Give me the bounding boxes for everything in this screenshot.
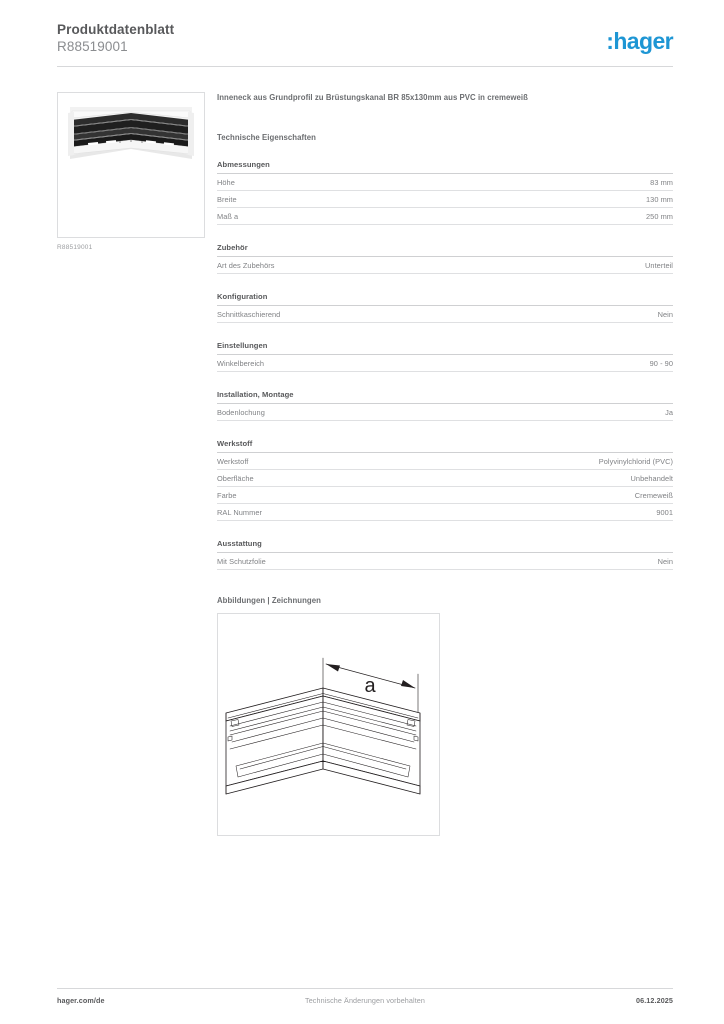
spec-label: Bodenlochung (217, 407, 265, 417)
product-figure (57, 92, 205, 251)
technical-drawing-frame (217, 613, 440, 836)
spec-content (217, 92, 673, 836)
drawings-heading: Abbildungen | Zeichnungen (217, 596, 321, 605)
product-reference: R88519001 (57, 39, 128, 54)
page-title: Produktdatenblatt (57, 22, 175, 37)
spec-label: Höhe (217, 177, 235, 187)
spec-label: Werkstoff (217, 456, 249, 466)
spec-row (217, 404, 673, 421)
spec-value: Nein (657, 556, 673, 566)
spec-group (217, 160, 673, 225)
spec-value: Polyvinylchlorid (PVC) (598, 456, 673, 466)
spec-value: 83 mm (650, 177, 673, 187)
spec-label: Farbe (217, 490, 237, 500)
spec-group-title: Werkstoff (217, 439, 673, 453)
spec-label: Schnittkaschierend (217, 309, 281, 319)
spec-group (217, 243, 673, 274)
spec-value: Unterteil (645, 260, 673, 270)
spec-group-title: Installation, Montage (217, 390, 673, 404)
spec-row (217, 453, 673, 470)
spec-row (217, 504, 673, 521)
technical-properties-heading: Technische Eigenschaften (217, 133, 316, 142)
spec-group (217, 341, 673, 372)
spec-label: Maß a (217, 211, 239, 221)
page-footer (57, 996, 673, 1010)
spec-row (217, 553, 673, 570)
spec-group-title: Abmessungen (217, 160, 673, 174)
spec-value: Ja (665, 407, 673, 417)
spec-row (217, 306, 673, 323)
hager-logo: :hager (606, 28, 673, 54)
product-photo (58, 93, 204, 237)
spec-groups (217, 160, 673, 570)
spec-group (217, 439, 673, 521)
spec-label: Winkelbereich (217, 358, 265, 368)
spec-value: Nein (657, 309, 673, 319)
spec-value: 250 mm (646, 211, 673, 221)
drawings-section (217, 596, 673, 836)
spec-group-title: Zubehör (217, 243, 673, 257)
spec-value: 130 mm (646, 194, 673, 204)
spec-label: RAL Nummer (217, 507, 262, 517)
footer-website[interactable]: hager.com/de (57, 996, 105, 1005)
spec-value: 9001 (656, 507, 673, 517)
product-image-frame (57, 92, 205, 238)
page-header (57, 22, 673, 66)
spec-value: 90 - 90 (649, 358, 673, 368)
spec-group-title: Konfiguration (217, 292, 673, 306)
spec-label: Mit Schutzfolie (217, 556, 266, 566)
spec-row (217, 191, 673, 208)
spec-row (217, 174, 673, 191)
product-image-caption: R88519001 (57, 244, 93, 251)
spec-label: Art des Zubehörs (217, 260, 275, 270)
spec-group (217, 539, 673, 570)
spec-row (217, 257, 673, 274)
spec-group-title: Einstellungen (217, 341, 673, 355)
spec-row (217, 208, 673, 225)
spec-row (217, 470, 673, 487)
header-divider (57, 66, 673, 67)
footer-disclaimer: Technische Änderungen vorbehalten (305, 996, 425, 1005)
spec-group (217, 292, 673, 323)
spec-label: Oberfläche (217, 473, 254, 483)
spec-value: Cremeweiß (634, 490, 673, 500)
spec-value: Unbehandelt (630, 473, 673, 483)
footer-divider (57, 988, 673, 989)
spec-row (217, 355, 673, 372)
spec-label: Breite (217, 194, 237, 204)
footer-date: 06.12.2025 (636, 996, 673, 1005)
header-title-block (57, 22, 174, 55)
dimension-a-label: a (364, 675, 376, 697)
spec-group-title: Ausstattung (217, 539, 673, 553)
product-description: Inneneck aus Grundprofil zu Brüstungskanal BR 85x130mm aus PVC in cremeweiß (217, 93, 528, 102)
spec-row (217, 487, 673, 504)
spec-group (217, 390, 673, 421)
technical-drawing (218, 614, 437, 833)
